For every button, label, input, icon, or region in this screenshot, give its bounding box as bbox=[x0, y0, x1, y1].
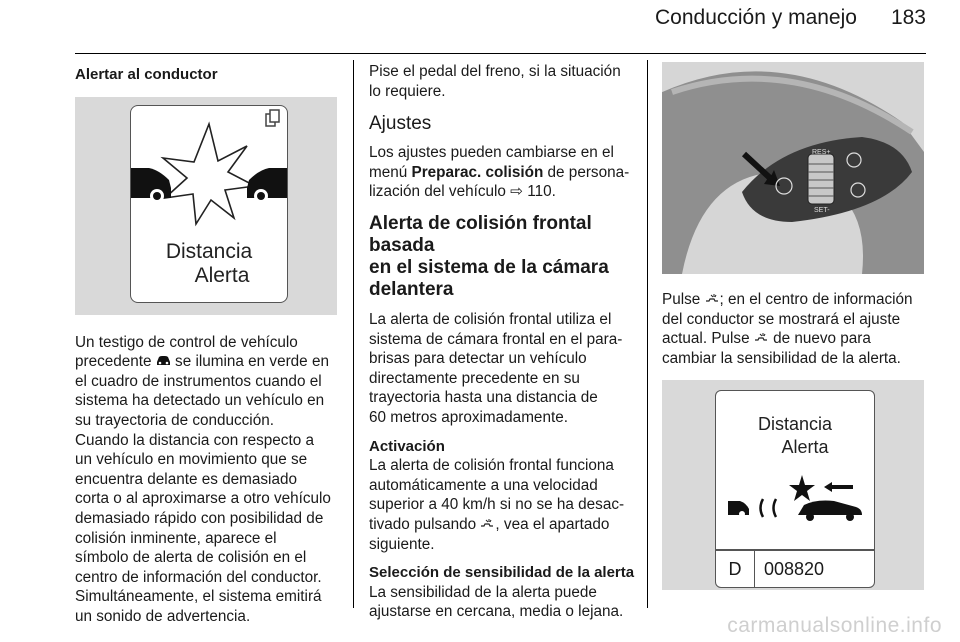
activacion-heading: Activación bbox=[369, 437, 445, 455]
alerta-heading: Alerta de colisión frontal basada en el sistema de la cámara delantera bbox=[369, 212, 609, 300]
collision-icon bbox=[131, 106, 287, 236]
text-line: sistema de cámara frontal en el para- bbox=[369, 330, 623, 348]
copy-icon bbox=[266, 110, 279, 126]
ajustes-line2: menú Preparac. colisión de persona- bbox=[369, 163, 630, 181]
text-line: colisión inminente, aparece el bbox=[75, 529, 277, 547]
collision-button-icon bbox=[480, 518, 495, 530]
header-rule bbox=[75, 53, 926, 54]
sens-line1: Distancia bbox=[757, 414, 833, 435]
steering-wheel-figure bbox=[662, 62, 924, 274]
text-line: cambiar la sensibilidad de la alerta. bbox=[662, 349, 901, 367]
text-line: símbolo de alerta de colisión en el bbox=[75, 549, 307, 567]
text-line: demasiado rápido con posibilidad de bbox=[75, 509, 324, 527]
impact-star-icon bbox=[163, 124, 255, 224]
column-divider-1 bbox=[353, 60, 354, 608]
steering-wheel-illustration bbox=[662, 62, 924, 274]
ajustes-line1: Los ajustes pueden cambiarse en el bbox=[369, 144, 614, 162]
text-line: del conductor se mostrará el ajuste bbox=[662, 310, 901, 328]
figure-line1: Distancia bbox=[165, 239, 253, 263]
header-title bbox=[655, 6, 926, 30]
arrow-left-icon bbox=[824, 482, 853, 492]
collision-button-icon bbox=[705, 293, 720, 305]
ajustes-paragraph bbox=[369, 143, 641, 202]
left-heading: Alertar al conductor bbox=[75, 66, 218, 83]
text-line: encuentra delante es demasiado bbox=[75, 470, 297, 488]
left-car-icon bbox=[131, 168, 171, 203]
sensitivity-icons bbox=[716, 471, 874, 531]
text-line: brisas para detectar un vehículo bbox=[369, 350, 587, 368]
res-label: RES+ bbox=[812, 149, 831, 156]
text-line: superior a 40 km/h si no se ha desac- bbox=[369, 496, 625, 514]
middle-column bbox=[369, 62, 641, 622]
seleccion-heading: Selección de sensibilidad de la alerta bbox=[369, 564, 635, 582]
text-line: un vehículo en movimiento que se bbox=[75, 451, 308, 469]
text-line: tivado pulsando , vea el apartado bbox=[369, 515, 610, 533]
text-line: La alerta de colisión frontal funciona bbox=[369, 457, 614, 475]
sensitivity-figure bbox=[662, 380, 924, 590]
sensitivity-card bbox=[715, 390, 875, 588]
figure-line2: Alerta bbox=[194, 263, 250, 287]
code-letter: D bbox=[716, 551, 755, 587]
watermark: carmanualsonline.info bbox=[727, 614, 942, 637]
text-line: Un testigo de control de vehículo bbox=[75, 333, 298, 351]
ajustes-line3: lización del vehículo ⇨ 110. bbox=[369, 183, 556, 201]
text-line: Pulse ; en el centro de información bbox=[662, 291, 913, 308]
text-line: La alerta de colisión frontal utiliza el bbox=[369, 310, 612, 328]
text-line: trayectoria hasta una distancia de bbox=[369, 389, 598, 407]
text-line: ajustarse en cercana, media o lejana. bbox=[369, 603, 624, 621]
right-paragraph bbox=[662, 290, 932, 368]
front-car-icon bbox=[798, 501, 862, 522]
text-line: su trayectoria de conducción. bbox=[75, 411, 274, 429]
text-line: el cuadro de instrumentos cuando el bbox=[75, 372, 322, 390]
text-line: automáticamente a una velocidad bbox=[369, 476, 598, 494]
code-value: 008820 bbox=[764, 559, 825, 580]
sensitivity-text bbox=[716, 413, 874, 459]
text-line: La sensibilidad de la alerta puede bbox=[369, 583, 597, 601]
page-number: 183 bbox=[890, 6, 926, 29]
text-line: sistema ha detectado un vehículo en bbox=[75, 392, 325, 410]
sens-line2: Alerta bbox=[781, 437, 829, 458]
text-line: directamente precedente en su bbox=[369, 369, 580, 387]
text-line: precedente se ilumina en verde en bbox=[75, 353, 329, 371]
left-paragraph bbox=[75, 333, 345, 627]
star-icon bbox=[789, 475, 815, 501]
wave-icon bbox=[761, 499, 764, 517]
distance-alert-figure bbox=[75, 97, 337, 315]
text-line: centro de información del conductor. bbox=[75, 568, 322, 586]
seleccion-paragraph bbox=[369, 583, 641, 622]
text-line: un sonido de advertencia. bbox=[75, 607, 251, 625]
alert-display-card bbox=[130, 105, 288, 303]
right-car-icon bbox=[247, 168, 287, 203]
text-line: siguiente. bbox=[369, 535, 435, 553]
text-line: Simultáneamente, el sistema emitirá bbox=[75, 588, 322, 606]
column-divider-2 bbox=[647, 60, 648, 608]
car-icon bbox=[156, 355, 171, 367]
text-line: 60 metros aproximadamente. bbox=[369, 408, 568, 426]
intro-line1: Pise el pedal del freno, si la situación bbox=[369, 63, 621, 80]
set-label: SET- bbox=[814, 207, 830, 214]
right-column bbox=[662, 62, 932, 590]
activacion-paragraph bbox=[369, 456, 641, 554]
left-column bbox=[75, 62, 345, 627]
collision-button-icon bbox=[754, 332, 769, 344]
text-line: Cuando la distancia con respecto a bbox=[75, 431, 314, 449]
alert-card-text bbox=[131, 240, 287, 288]
ajustes-heading: Ajustes bbox=[369, 113, 432, 135]
wave-icon bbox=[774, 499, 777, 517]
menu-name: Preparac. colisión bbox=[411, 163, 544, 181]
section-title: Conducción y manejo bbox=[655, 6, 857, 29]
text-line: actual. Pulse de nuevo para bbox=[662, 330, 871, 348]
intro-line2: lo requiere. bbox=[369, 82, 446, 100]
text-line: corta o al aproximarse a otro vehículo bbox=[75, 490, 331, 508]
own-car-icon bbox=[728, 501, 749, 517]
alerta-paragraph bbox=[369, 310, 641, 428]
